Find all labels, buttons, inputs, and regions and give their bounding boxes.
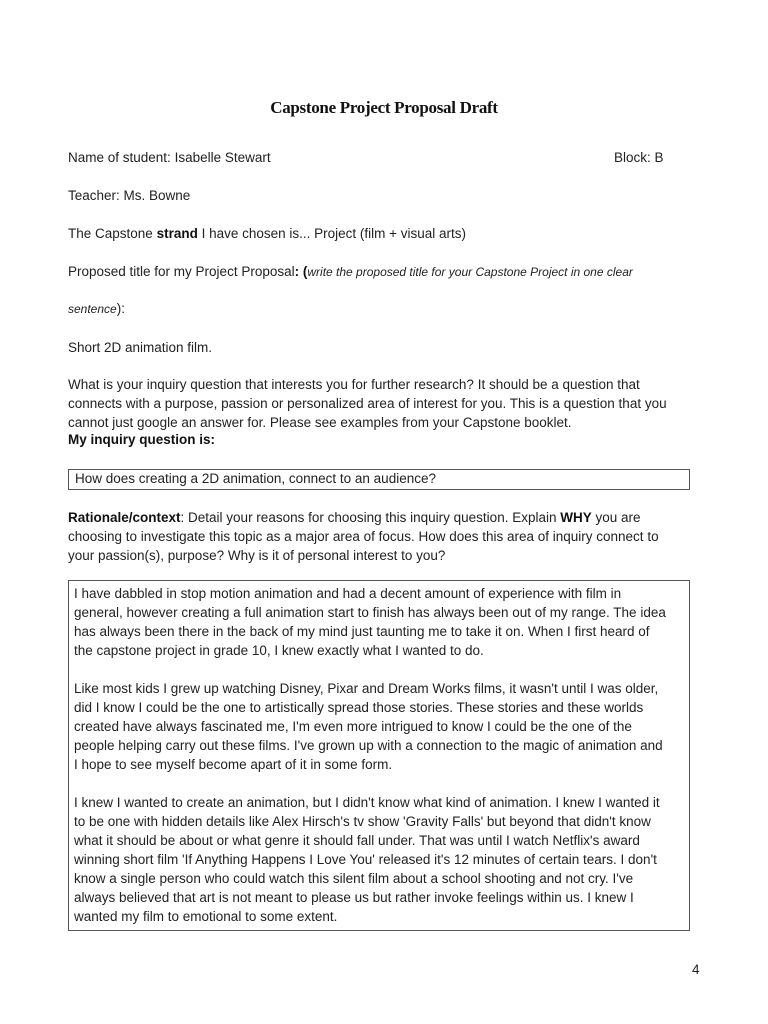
proposed-title-prompt — [68, 264, 633, 279]
student-name-line — [68, 150, 271, 165]
inquiry-prompt-line: cannot just google an answer for. Please see examples from your Capstone booklet. — [68, 415, 572, 430]
teacher-label: Teacher: — [68, 188, 124, 203]
student-label: Name of student: — [68, 150, 175, 165]
block-line — [614, 150, 664, 165]
page-number: 4 — [692, 962, 700, 977]
rationale-prompt — [68, 508, 659, 565]
text-line: has always been there in the back of my mind just taunting me to take it on. When I first heard of — [74, 624, 650, 639]
proposed-end: ): — [116, 301, 125, 316]
proposed-colon: : ( — [294, 264, 308, 279]
text-line: I hope to see myself become apart of it in some form. — [74, 757, 393, 772]
inquiry-prompt — [68, 375, 667, 432]
paragraph-gap — [69, 774, 689, 793]
teacher-line — [68, 188, 190, 203]
inquiry-heading: My inquiry question is: — [68, 432, 216, 447]
rationale-answer-box[interactable] — [68, 580, 690, 931]
inquiry-prompt-line: connects with a purpose, passion or personalized area of interest for you. This is a question that you — [68, 396, 667, 411]
paragraph-gap — [69, 660, 689, 679]
strand-bold: strand — [156, 226, 198, 241]
text-line: I knew I wanted to create an animation, but I didn't know what kind of animation. I knew I wanted it — [74, 795, 660, 810]
strand-line — [68, 226, 466, 241]
rationale-why: WHY — [560, 510, 592, 525]
teacher-name: Ms. Bowne — [123, 188, 191, 203]
text-line: I have dabbled in stop motion animation and had a decent amount of experience with film in — [74, 586, 622, 601]
text-line: to be one with hidden details like Alex Hirsch's tv show 'Gravity Falls' but beyond that didn't know — [74, 814, 651, 829]
proposed-title-prompt-cont — [68, 301, 125, 316]
rationale-prompt-line: your passion(s), purpose? Why is it of personal interest to you? — [68, 548, 446, 563]
text-line: winning short film 'If Anything Happens I Love You' released it's 12 minutes of certain tears. I don't — [74, 852, 657, 867]
text-line: general, however creating a full animation start to finish has always been out of my range. The idea — [74, 605, 666, 620]
rationale-paragraph — [69, 679, 689, 774]
inquiry-answer: How does creating a 2D animation, connect to an audience? — [75, 471, 436, 486]
text-line: know a single person who could watch this silent film about a school shooting and not cry. I've — [74, 871, 634, 886]
text-line: created have always fascinated me, I'm even more intrigued to know I could be the one of the — [74, 719, 632, 734]
proposed-title-answer: Short 2D animation film. — [68, 340, 213, 355]
rationale-label: Rationale/context — [68, 510, 181, 525]
rationale-prompt-text: you are — [591, 510, 641, 525]
text-line: Like most kids I grew up watching Disney, Pixar and Dream Works films, it wasn't until I was older, — [74, 681, 659, 696]
rationale-paragraph — [69, 793, 689, 926]
inquiry-answer-box[interactable] — [68, 469, 690, 490]
strand-pre: The Capstone — [68, 226, 157, 241]
text-line: the capstone project in grade 10, I knew exactly what I wanted to do. — [74, 643, 484, 658]
proposed-hint-2: sentence — [68, 302, 117, 316]
block-value: B — [654, 150, 664, 165]
text-line: always believed that art is not meant to please us but rather invoke feelings within us. I knew I — [74, 890, 634, 905]
text-line: people helping carry out these films. I've grown up with a connection to the magic of animation and — [74, 738, 663, 753]
strand-post: I have chosen is... Project (film + visual arts) — [197, 226, 467, 241]
proposed-label: Proposed title for my Project Proposal — [68, 264, 295, 279]
page-title: Capstone Project Proposal Draft — [270, 98, 498, 117]
rationale-prompt-line: choosing to investigate this topic as a major area of focus. How does this area of inquiry connect to — [68, 529, 659, 544]
text-line: wanted my film to emotional to some extent. — [74, 909, 338, 924]
block-label: Block: — [614, 150, 655, 165]
text-line: did I know I could be the one to artistically spread those stories. These stories and these worlds — [74, 700, 644, 715]
rationale-paragraph — [69, 584, 689, 660]
rationale-prompt-line — [68, 508, 659, 527]
student-name: Isabelle Stewart — [174, 150, 271, 165]
rationale-prompt-text: : Detail your reasons for choosing this inquiry question. Explain — [180, 510, 561, 525]
proposed-hint-1: write the proposed title for your Capstone Project in one clear — [307, 265, 633, 279]
inquiry-prompt-line: What is your inquiry question that interests you for further research? It should be a question that — [68, 377, 640, 392]
text-line: what it should be about or what genre it should fall under. That was until I watch Netflix's award — [74, 833, 640, 848]
